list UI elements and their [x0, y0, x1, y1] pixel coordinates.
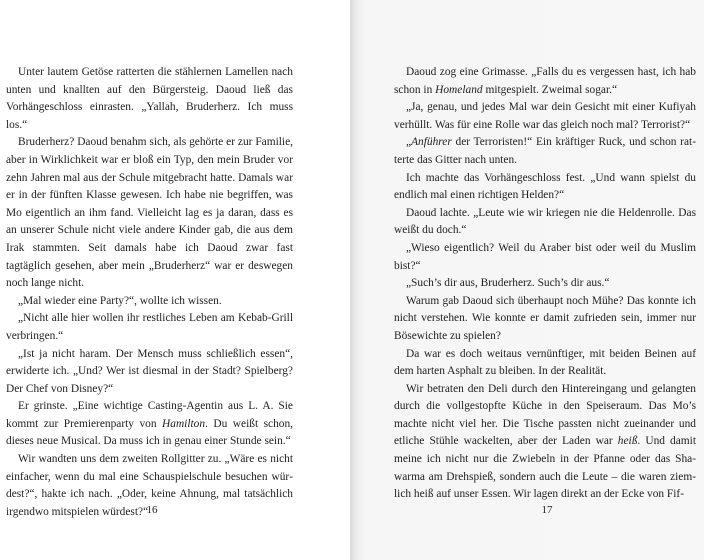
text-segment: . Du weißt schon, dieses neue Musical. Da muss ich in genau einer Stunde sein.“ — [6, 417, 294, 448]
paragraph — [6, 346, 293, 399]
paragraph — [6, 134, 293, 292]
right-page-number: 17 — [541, 504, 553, 516]
paragraph — [394, 346, 696, 381]
text-segment: Er grinste. „Eine wichtige Casting-Agentin aus L. A. Sie kommt zur Premierenparty von — [6, 400, 293, 430]
text-segment: „Such’s dir aus, Bruderherz. Such’s dir aus.“ — [406, 277, 610, 290]
paragraph — [394, 275, 696, 293]
paragraph — [394, 170, 696, 205]
paragraph — [394, 64, 696, 99]
text-segment: Bruderherz? Daoud benahm sich, als gehörte er zur Familie, aber in Wirklichkeit war er bloß ein Typ, den mein Bruder vor zehn Jahren mal aus der Schule mitgebracht hatte. Damals war er in der fünften Klasse gewesen. Ich habe nie begriffen, was Mo eigentlich an ihm fand. Vielleicht lag es ja daran, dass es an unserer Schule nicht viele andere Kinder gab, die aus dem Irak stammten. Seit damals habe ich Daoud zwar fast tagtäglich gesehen, aber mein „Bruderherz“ war er deswegen noch lange nicht. — [6, 136, 293, 290]
left-page-number: 16 — [146, 504, 158, 516]
text-segment: Warum gab Daoud sich überhaupt noch Mühe? Das konnte ich nicht verstehen. Wie konnte er damit zufrieden sein, immer nur Bösewichte zu spielen? — [394, 294, 696, 342]
italic-text: Hamilton — [162, 417, 206, 430]
right-page-body-text — [394, 64, 696, 504]
italic-text: Homeland — [435, 83, 483, 96]
paragraph — [6, 310, 293, 345]
text-segment: . Und damit meine ich nicht nur die Zwiebeln in der Pfanne oder das Shawarma am Drehspieß, sondern auch die Leute – die waren ziemlich heiß auf unser Essen. Wir lagen direkt an der Ecke von Fif- — [394, 435, 696, 501]
left-page — [0, 0, 350, 560]
right-page — [350, 0, 704, 560]
paragraph — [394, 240, 696, 275]
text-segment: Daoud lachte. „Leute wie wir kriegen nie die Heldenrolle. Das weißt du doch.“ — [394, 206, 696, 237]
paragraph — [6, 398, 293, 451]
text-segment: „Nicht alle hier wollen ihr restliches Leben am Kebab-Grill verbringen.“ — [6, 312, 293, 342]
paragraph — [6, 64, 293, 134]
paragraph — [6, 293, 293, 311]
text-segment: Da war es doch weitaus vernünftiger, mit beiden Beinen auf dem harten Asphalt zu bleiben. In der Realität. — [394, 347, 696, 378]
text-segment: Wir betraten den Deli durch den Hintereingang und gelangten durch die vollgestopfte Küche in den Speiseraum. Das Mo’s machte nicht viel her. Die Tische passten nicht zueinander und etliche Stühle wackelten, aber der Laden war — [394, 382, 696, 448]
text-segment: Daoud zog eine Grimasse. „Falls du es vergessen hast, ich hab schon in — [394, 66, 696, 96]
text-segment: Unter lautem Getöse ratterten die stählernen Lamellen nach unten und knallten auf den Bürgersteig. Daoud ließ das Vorhängeschloss einrasten. „Yallah, Bruderherz. Ich muss los.“ — [6, 66, 293, 131]
text-segment: „Ja, genau, und jedes Mal war dein Gesicht mit einer Kufiyah verhüllt. Was für eine Rolle war das gleich noch mal? Terrorist?“ — [394, 101, 696, 131]
text-segment: „Wieso eigentlich? Weil du Araber bist oder weil du Muslim bist?“ — [394, 241, 696, 272]
text-segment: Ich machte das Vorhängeschloss fest. „Und wann spielst du endlich mal einen richtigen Helden?“ — [394, 171, 696, 202]
paragraph — [394, 381, 696, 504]
text-segment: „Mal wieder eine Party?“, wollte ich wissen. — [18, 294, 222, 307]
text-segment: der Terroristen!“ Ein kräftiger Ruck, und schon ratterte das Gitter nach unten. — [394, 136, 696, 166]
text-segment: mitgespielt. Zweimal sogar.“ — [482, 83, 618, 96]
text-segment: „ — [406, 136, 412, 149]
paragraph — [394, 293, 696, 346]
paragraph — [394, 205, 696, 240]
italic-text: Anführer — [411, 136, 452, 149]
left-page-body-text — [6, 64, 293, 521]
paragraph — [394, 99, 696, 134]
paragraph — [394, 134, 696, 169]
text-segment: „Ist ja nicht haram. Der Mensch muss schließlich essen“, erwiderte ich. „Und? Wer ist diesmal in der Stadt? Spielberg? Der Chef von Disney?“ — [6, 347, 293, 395]
text-segment: Wir wandten uns dem zweiten Rollgitter zu. „Wäre es nicht einfacher, wenn du mal eine Schauspielschule besuchen würdest?“, hakte ich nach. „Oder, keine Ahnung, mal tatsächlich irgendwo mitspielen würdest?“ — [6, 453, 293, 518]
italic-text: heiß — [617, 435, 638, 448]
